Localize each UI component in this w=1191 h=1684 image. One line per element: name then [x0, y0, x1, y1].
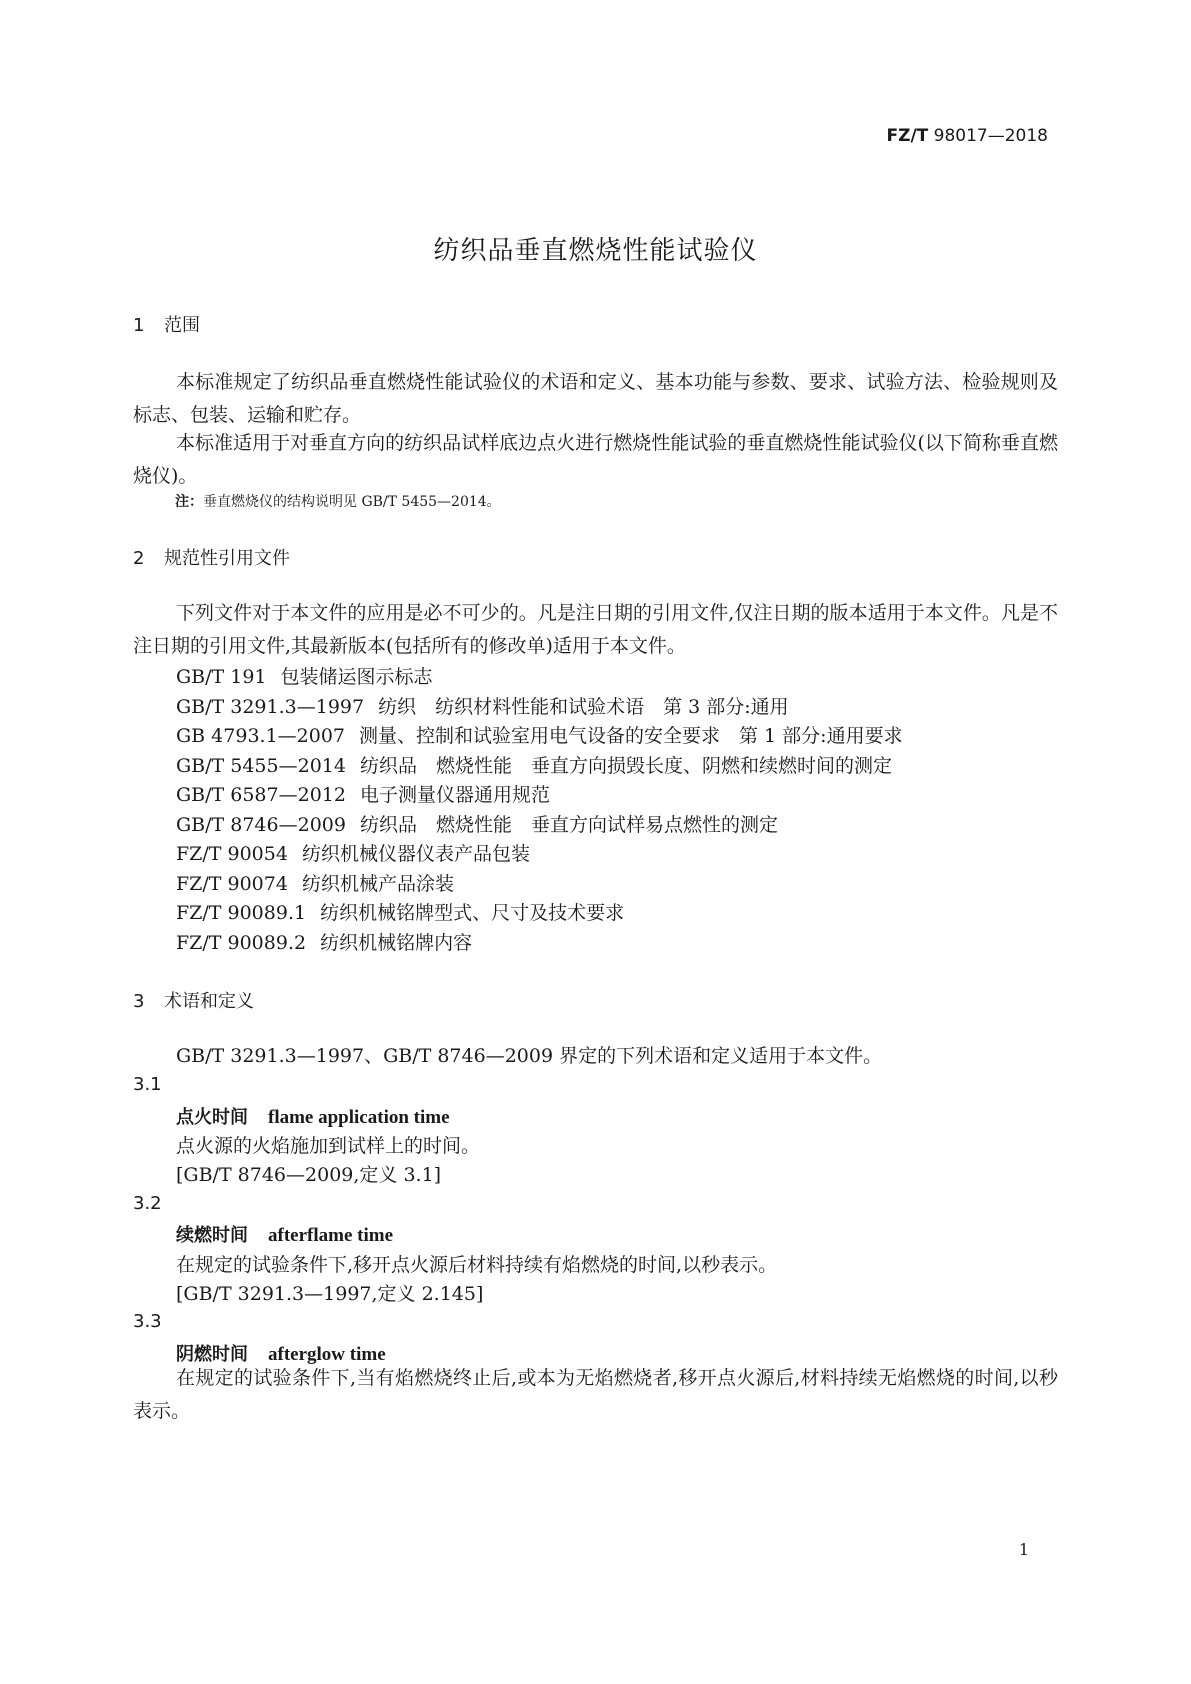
- reference-title: 电子测量仪器通用规范: [359, 784, 550, 806]
- reference-title: 纺织机械铭牌型式、尺寸及技术要求: [320, 902, 625, 924]
- reference-code: FZ/T 90089.1: [176, 902, 307, 924]
- scope-paragraph-1: 本标准规定了纺织品垂直燃烧性能试验仪的术语和定义、基本功能与参数、要求、试验方法、检验规则及标志、包装、运输和贮存。: [133, 371, 1058, 426]
- section-1-heading: [133, 311, 200, 337]
- reference-code: GB/T 3291.3—1997: [176, 696, 365, 718]
- page-title: 纺织品垂直燃烧性能试验仪: [433, 236, 758, 266]
- reference-title: 测量、控制和试验室用电气设备的安全要求 第 1 部分:通用要求: [359, 725, 903, 747]
- reference-code: GB/T 191: [176, 666, 267, 688]
- section-number: 2: [133, 548, 145, 569]
- term-source: [GB/T 3291.3—1997,定义 2.145]: [176, 1283, 484, 1305]
- term-source: [GB/T 8746—2009,定义 3.1]: [176, 1164, 442, 1186]
- note-label: 注：: [175, 494, 203, 510]
- section-2-heading: [133, 544, 290, 570]
- reference-item: [176, 898, 624, 925]
- term-en: afterglow time: [268, 1344, 386, 1365]
- code-number: 98017—2018: [933, 126, 1048, 146]
- section-number: 1: [133, 315, 145, 336]
- reference-code: FZ/T 90074: [176, 873, 288, 895]
- reference-code: GB/T 6587—2012: [176, 784, 346, 806]
- document-code: [887, 126, 1049, 146]
- note-text: 垂直燃烧仪的结构说明见 GB/T 5455—2014。: [203, 494, 501, 510]
- reference-title: 纺织品 燃烧性能 垂直方向试样易点燃性的测定: [359, 814, 778, 836]
- section-title: 规范性引用文件: [164, 548, 290, 569]
- reference-title: 纺织机械铭牌内容: [320, 932, 473, 954]
- section-title: 术语和定义: [164, 991, 254, 1012]
- reference-item: [176, 928, 472, 955]
- term-definition: 在规定的试验条件下,移开点火源后材料持续有焰燃烧的时间,以秒表示。: [176, 1254, 778, 1276]
- reference-item: [176, 780, 550, 807]
- reference-item: [176, 869, 454, 896]
- term-definition: 点火源的火焰施加到试样上的时间。: [176, 1135, 481, 1157]
- reference-code: FZ/T 90089.2: [176, 932, 307, 954]
- reference-title: 纺织 纺织材料性能和试验术语 第 3 部分:通用: [378, 696, 789, 718]
- term-zh: 阴燃时间: [176, 1344, 248, 1365]
- page-number: 1: [1018, 1540, 1029, 1559]
- reference-title: 包装储运图示标志: [280, 666, 433, 688]
- section-3-heading: [133, 987, 254, 1013]
- code-prefix: FZ/T: [886, 126, 929, 146]
- term-number: 3.3: [133, 1311, 162, 1332]
- terms-intro: GB/T 3291.3—1997、GB/T 8746—2009 界定的下列术语和定义适用于本文件。: [176, 1045, 883, 1067]
- term-number: 3.1: [133, 1074, 162, 1095]
- scope-paragraph-2: 本标准适用于对垂直方向的纺织品试样底边点火进行燃烧性能试验的垂直燃烧性能试验仪(以下简称垂直燃烧仪)。: [133, 432, 1058, 487]
- section-title: 范围: [164, 315, 200, 336]
- term-number: 3.2: [133, 1193, 162, 1214]
- reference-item: [176, 810, 778, 837]
- term-zh: 续燃时间: [176, 1225, 248, 1246]
- reference-item: [176, 721, 903, 748]
- reference-item: [176, 692, 789, 719]
- section-number: 3: [133, 991, 145, 1012]
- term-en: afterflame time: [268, 1225, 394, 1246]
- normative-intro: 下列文件对于本文件的应用是必不可少的。凡是注日期的引用文件,仅注日期的版本适用于本文件。凡是不注日期的引用文件,其最新版本(包括所有的修改单)适用于本文件。: [133, 602, 1058, 657]
- reference-code: GB 4793.1—2007: [176, 725, 346, 747]
- term-zh: 点火时间: [176, 1107, 248, 1128]
- scope-note: [175, 491, 501, 511]
- reference-code: GB/T 8746—2009: [176, 814, 346, 836]
- term-en: flame application time: [268, 1107, 450, 1128]
- term-heading: [176, 1103, 450, 1129]
- reference-item: [176, 751, 892, 778]
- reference-title: 纺织品 燃烧性能 垂直方向损毁长度、阴燃和续燃时间的测定: [359, 755, 892, 777]
- reference-title: 纺织机械产品涂装: [301, 873, 454, 895]
- term-definition: 在规定的试验条件下,当有焰燃烧终止后,或本为无焰燃烧者,移开点火源后,材料持续无焰燃烧的时间,以秒表示。: [133, 1367, 1058, 1422]
- reference-item: [176, 662, 433, 689]
- reference-item: [176, 839, 530, 866]
- reference-title: 纺织机械仪器仪表产品包装: [301, 843, 530, 865]
- reference-code: FZ/T 90054: [176, 843, 288, 865]
- reference-code: GB/T 5455—2014: [176, 755, 346, 777]
- term-heading: [176, 1221, 393, 1247]
